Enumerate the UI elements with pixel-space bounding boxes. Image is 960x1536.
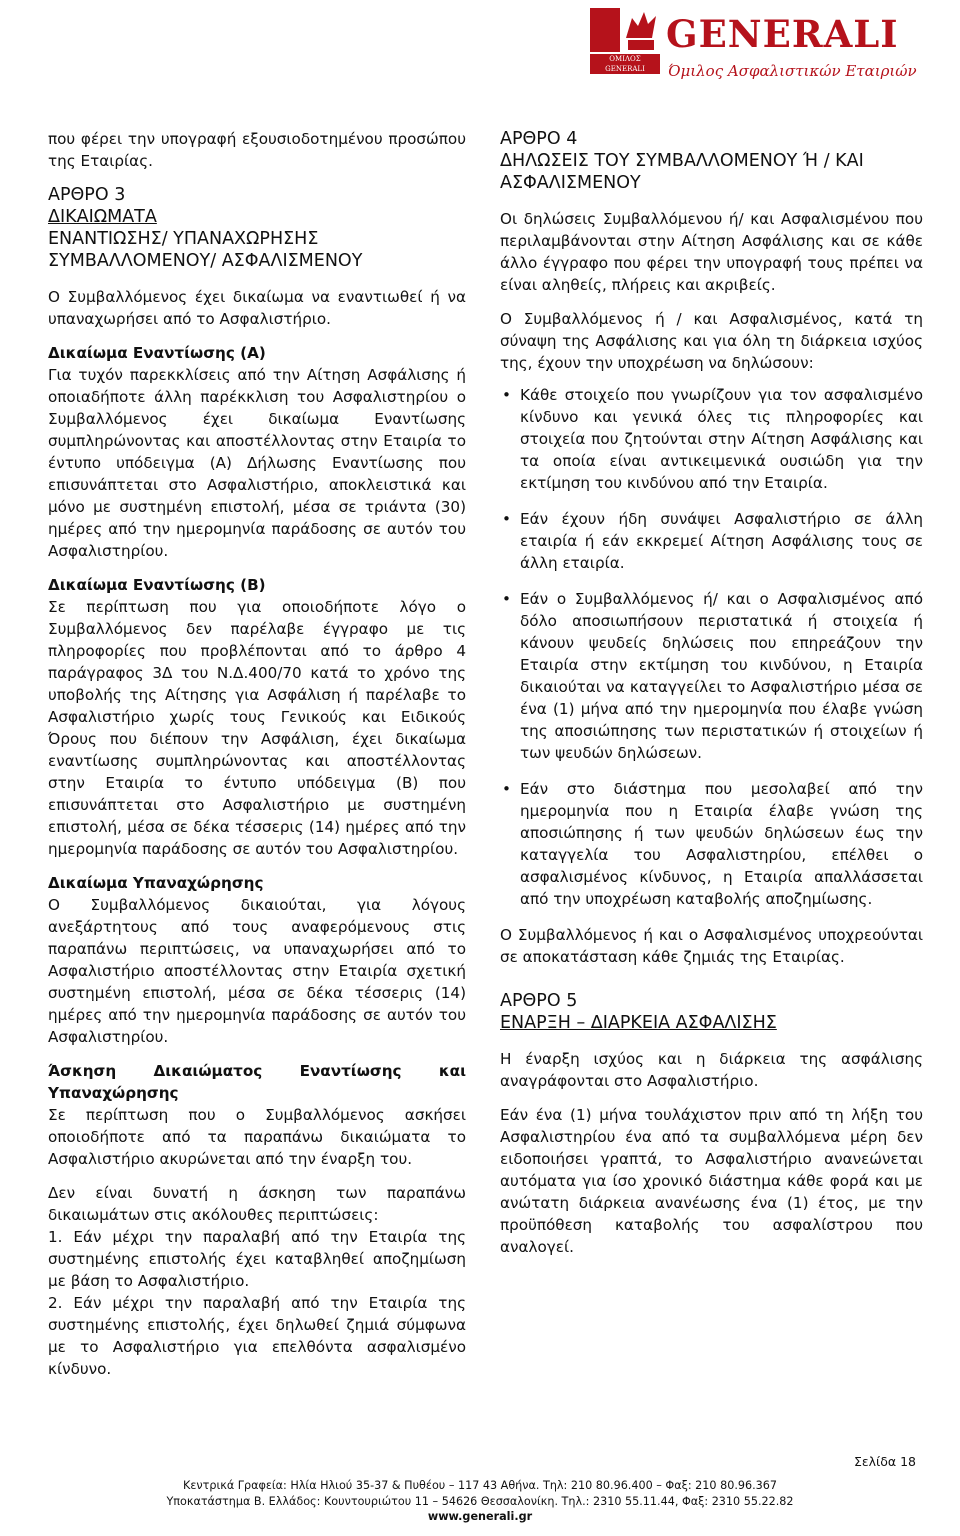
article-5-title-line-2: ΕΝΑΡΞΗ – ΔΙΑΡΚΕΙΑ ΑΣΦΑΛΙΣΗΣ <box>500 1013 777 1033</box>
withdrawal-paragraph: Ο Συμβαλλόμενος δικαιούται, για λόγους ανεξάρτητους από τους αναφερόμενους στις παραπάνω περιπτώσεις, να υπαναχωρήσει από το Ασφαλιστήριο αποστέλλοντας στην Εταιρία σχετική συστημένη επιστολή, μέσα σε δέκα τέσσερις (14) ημέρες από την ημερομηνία παράδοσης σε αυτόν του Ασφαλιστηρίου. <box>48 896 466 1046</box>
footer-address-2: Υποκατάστημα Β. Ελλάδος: Κουντουριώτου 11 – 54626 Θεσσαλονίκη. Τηλ.: 2310 55.11.44, Φαξ: 2310 55.22.82 <box>166 1494 794 1508</box>
exceptions-intro: Δεν είναι δυνατή η άσκηση των παραπάνω δικαιωμάτων στις ακόλουθες περιπτώσεις: <box>48 1184 466 1224</box>
exercise-rights-paragraph: Σε περίπτωση που ο Συμβαλλόμενος ασκήσει οποιοδήποτε από τα παραπάνω δικαιώματα το Ασφαλιστήριο ακυρώνεται από την έναρξη του. <box>48 1106 466 1168</box>
bullet-icon: • <box>502 780 511 798</box>
article-3-title-line-1: ΑΡΘΡΟ 3 <box>48 185 126 205</box>
footer-address-1: Κεντρικά Γραφεία: Ηλία Ηλιού 35-37 & Πυθέου – 117 43 Αθήνα. Τηλ: 210 80.96.400 – Φαξ: 210 80.96.367 <box>182 1479 778 1492</box>
article-3-title-line-3: ΕΝΑΝΤΙΩΣΗΣ/ ΥΠΑΝΑΧΩΡΗΣΗΣ <box>48 229 319 249</box>
bullet-icon: • <box>502 590 511 608</box>
list-item <box>500 384 923 494</box>
intro-paragraph: που φέρει την υπογραφή εξουσιοδοτημένου προσώπου της Εταιρίας. <box>48 130 466 170</box>
list-item <box>500 778 923 910</box>
list-item-text: Κάθε στοιχείο που γνωρίζουν για τον ασφαλισμένο κίνδυνο και γενικά όλες τις πληροφορίες και στοιχεία που ζητούνται στην Αίτηση Ασφάλισης και τα οποία είναι αντικειμενικά ουσιώδη για την εκτίμηση του κινδύνου από την Εταιρία. <box>520 386 923 492</box>
article-4-heading <box>500 128 923 194</box>
article-5-heading <box>500 990 923 1034</box>
subheading-objection-b: Δικαίωμα Εναντίωσης (Β) <box>48 576 266 594</box>
footer-website-link[interactable]: www.generali.gr <box>427 1510 533 1523</box>
list-item-text: Εάν έχουν ήδη συνάψει Ασφαλιστήριο σε άλλη εταιρία ή εάν εκκρεμεί Αίτηση Ασφάλισης τους σε άλλη εταιρία. <box>520 510 923 572</box>
list-item-text: Εάν ο Συμβαλλόμενος ή/ και ο Ασφαλισμένος από δόλο αποσιωπήσουν περιστατικά ή στοιχεία ή κάνουν ψευδείς δηλώσεις που επηρεάζουν την Εταιρία στην εκτίμηση του κινδύνου, η Εταιρία δικαιούται να καταγγείλει το Ασφαλιστήριο μέσα σε ένα (1) μήνα από την ημερομηνία που έλαβε γνώση της αποσιώπησης των περιστατικών ή στοιχείων ή των ψευδών δηλώσεων. <box>520 590 923 762</box>
list-item <box>500 588 923 764</box>
article-5-paragraph-1: Η έναρξη ισχύος και η διάρκεια της ασφάλισης αναγράφονται στο Ασφαλιστήριο. <box>500 1050 923 1090</box>
article-4-paragraph-1: Οι δηλώσεις Συμβαλλόμενου ή/ και Ασφαλισμένου που περιλαμβάνονται στην Αίτηση Ασφάλισης και σε κάθε άλλο έγγραφο που φέρει την υπογραφή τους πρέπει να είναι αληθείς, πλήρεις και ακριβείς. <box>500 210 923 294</box>
header-logo <box>532 4 952 88</box>
article-4-paragraph-2: Ο Συμβαλλόμενος ή / και Ασφαλισμένος, κατά τη σύναψη της Ασφάλισης και για όλη τη διάρκεια ισχύος της, έχουν την υποχρέωση να δηλώσουν: <box>500 310 923 372</box>
seal-crest-icon <box>590 8 620 52</box>
objection-a-paragraph: Για τυχόν παρεκκλίσεις από την Αίτηση Ασφάλισης ή οποιαδήποτε άλλη παρέκκλιση του Ασφαλιστηρίου ο Συμβαλλόμενος έχει δικαίωμα Εναντίωσης συμπληρώνοντας και αποστέλλοντας στην Εταιρία το έντυπο υπόδειγμα (Α) Δήλωσης Εναντίωσης που επισυνάπτεται στο Ασφαλιστήριο, αποκλειστικά και μόνο με συστημένη επιστολή, μέσα σε τριάντα (30) ημέρες από την ημερομηνία παράδοσης σε αυτόν του Ασφαλιστηρίου. <box>48 366 466 560</box>
article-5-title-line-1: ΑΡΘΡΟ 5 <box>500 991 578 1011</box>
subheading-objection-a: Δικαίωμα Εναντίωσης (Α) <box>48 344 266 362</box>
generali-seal <box>590 8 660 74</box>
brand-name: GENERALI <box>666 12 899 56</box>
footer <box>0 1478 960 1525</box>
page-number: Σελίδα 18 <box>853 1454 916 1469</box>
article-3-heading <box>48 184 466 272</box>
subheading-withdrawal: Δικαίωμα Υπαναχώρησης <box>48 874 264 892</box>
winged-lion-icon <box>622 8 660 52</box>
article-4-title-line-2: ΔΗΛΩΣΕΙΣ ΤΟΥ ΣΥΜΒΑΛΛΟΜΕΝΟΥ Ή / ΚΑΙ ΑΣΦΑΛΙΣΜΕΝΟΥ <box>500 151 864 193</box>
right-column <box>500 128 923 1270</box>
exception-1: 1. Εάν μέχρι την παραλαβή από την Εταιρία της συστημένης επιστολής έχει καταβληθεί αποζημίωση με βάση το Ασφαλιστήριο. <box>48 1228 466 1290</box>
brand-subtitle: Όμιλος Ασφαλιστικών Εταιριών <box>668 62 917 80</box>
article-3-title-line-2: ΔΙΚΑΙΩΜΑΤΑ <box>48 207 157 227</box>
declarations-list <box>500 384 923 910</box>
list-item-text: Εάν στο διάστημα που μεσολαβεί από την ημερομηνία που η Εταιρία έλαβε γνώση της αποσιώπησης ή των ψευδών δηλώσεων έως την καταγγελία του Ασφαλιστηρίου, επέλθει ο ασφαλισμένος κίνδυνος, η Εταιρία απαλλάσσεται από την υποχρέωση καταβολής αποζημίωσης. <box>520 780 923 908</box>
bullet-icon: • <box>502 386 511 404</box>
objection-b-paragraph: Σε περίπτωση που για οποιοδήποτε λόγο ο Συμβαλλόμενος δεν παρέλαβε έγγραφο με τις πληροφορίες που προβλέπονται από το άρθρο 4 παράγραφος 3Δ του Ν.Δ.400/70 κατά το χρόνο της υποβολής της Αίτησης για Ασφάλιση ή παρέλαβε το Ασφαλιστήριο χωρίς τους Γενικούς και Ειδικούς Όρους που διέπουν την Ασφάλιση, έχει δικαίωμα εναντίωσης συμπληρώνοντας και αποστέλλοντας στην Εταιρία το έντυπο υπόδειγμα (Β) που επισυνάπτεται στο Ασφαλιστήριο με συστημένη επιστολή, μέσα σε δέκα τέσσερις (14) ημέρες από την ημερομηνία παράδοσης σε αυτόν του Ασφαλιστηρίου. <box>48 598 466 858</box>
subheading-exercise-rights: Άσκηση Δικαιώματος Εναντίωσης και Υπαναχώρησης <box>48 1062 466 1102</box>
article-3-title-line-4: ΣΥΜΒΑΛΛΟΜΕΝΟΥ/ ΑΣΦΑΛΙΣΜΕΝΟΥ <box>48 251 363 271</box>
left-column <box>48 128 466 1380</box>
article-4-title-line-1: ΑΡΘΡΟ 4 <box>500 129 578 149</box>
list-item <box>500 508 923 574</box>
seal-label: ΟΜΙΛΟΣ GENERALI <box>590 54 660 74</box>
article-3-paragraph: Ο Συμβαλλόμενος έχει δικαίωμα να εναντιωθεί ή να υπαναχωρήσει από το Ασφαλιστήριο. <box>48 288 466 328</box>
bullet-icon: • <box>502 510 511 528</box>
exception-2: 2. Εάν μέχρι την παραλαβή από την Εταιρία της συστημένης επιστολής, έχει δηλωθεί ζημιά σύμφωνα με το Ασφαλιστήριο για επελθόντα ασφαλισμένο κίνδυνο. <box>48 1294 466 1378</box>
article-4-paragraph-3: Ο Συμβαλλόμενος ή και ο Ασφαλισμένος υποχρεούνται σε αποκατάσταση κάθε ζημιάς της Εταιρίας. <box>500 926 923 966</box>
article-5-paragraph-2: Εάν ένα (1) μήνα τουλάχιστον πριν από τη λήξη του Ασφαλιστηρίου ένα από τα συμβαλλόμενα μέρη δεν ειδοποιήσει γραπτά, το Ασφαλιστήριο ανανεώνεται αυτόματα για ίσο χρονικό διάστημα κάθε φορά και με ανώτατη διάρκεια ανανέωσης ένα (1) έτος, με την προϋπόθεση καταβολής του ασφαλίστρου που αναλογεί. <box>500 1106 923 1256</box>
